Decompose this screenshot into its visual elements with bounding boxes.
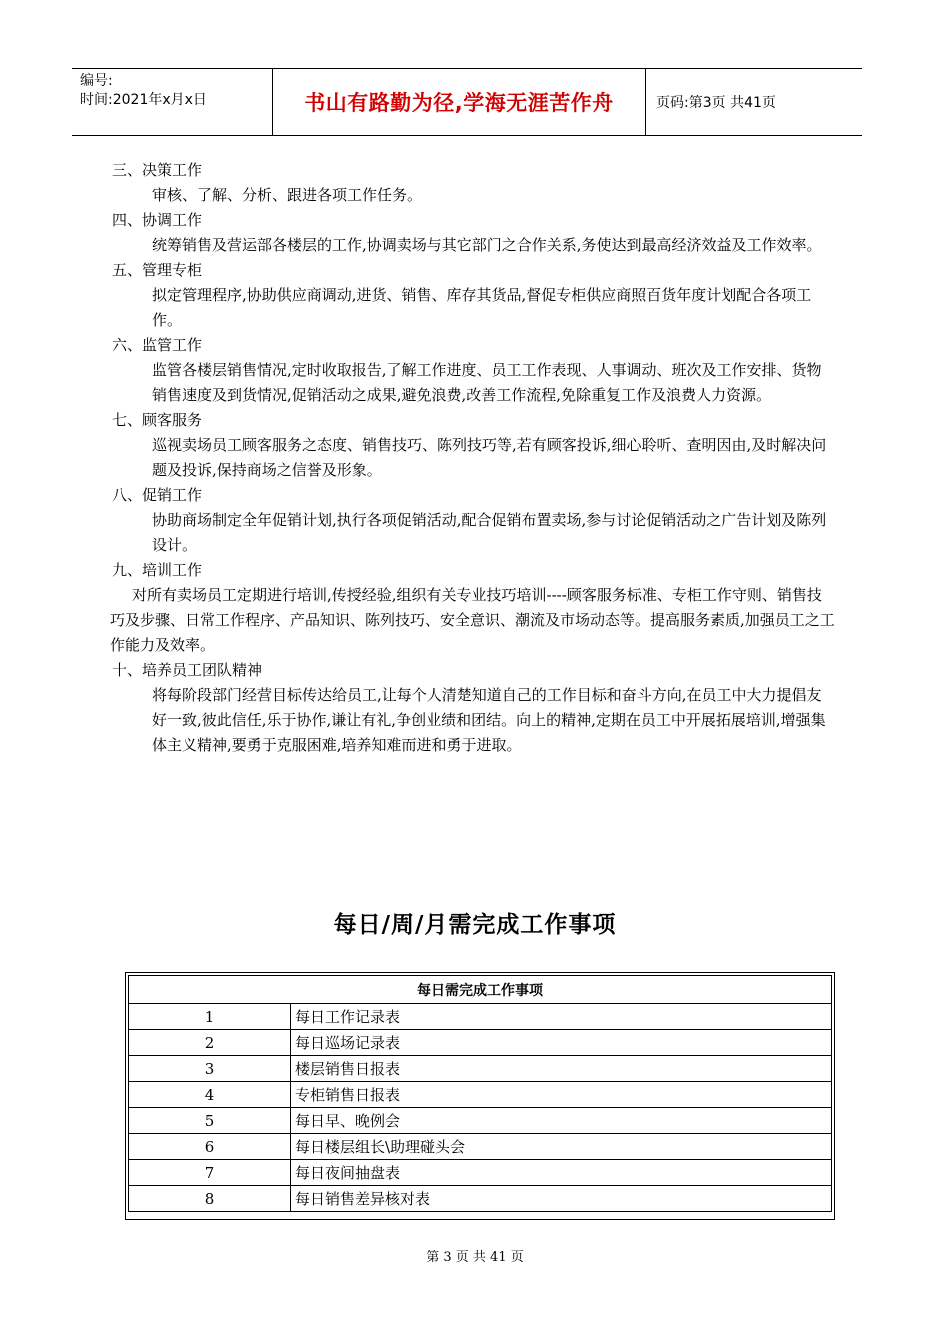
main-title: 每日/周/月需完成工作事项: [333, 912, 617, 938]
row-item: 每日楼层组长\助理碰头会: [291, 1134, 832, 1160]
table-row: [129, 1056, 832, 1082]
section-title: 七、顾客服务: [112, 411, 203, 429]
row-number: 2: [129, 1030, 291, 1056]
row-item: 楼层销售日报表: [291, 1056, 832, 1082]
date-label: 时间:2021年x月x日: [80, 92, 207, 108]
table-row: [129, 1186, 832, 1212]
document-body: [110, 158, 835, 758]
row-number: 7: [129, 1160, 291, 1186]
table-caption: 每日需完成工作事项: [129, 976, 832, 1004]
section-paragraph: 监管各楼层销售情况,定时收取报告,了解工作进度、员工工作表现、人事调动、班次及工作安排、货物销售速度及到货情况,促销活动之成果,避免浪费,改善工作流程,免除重复工作及浪费人力资源。: [152, 361, 822, 404]
table-row: [129, 1134, 832, 1160]
row-item: 每日工作记录表: [291, 1004, 832, 1030]
page-header: [72, 68, 862, 136]
row-item: 每日销售差异核对表: [291, 1186, 832, 1212]
header-meta: [72, 69, 273, 135]
row-number: 8: [129, 1186, 291, 1212]
table-row: [129, 1082, 832, 1108]
table-caption-row: [129, 976, 832, 1004]
section-title: 五、管理专柜: [112, 261, 203, 279]
section-title: 十、培养员工团队精神: [112, 661, 263, 679]
daily-tasks-table-frame: [125, 972, 835, 1220]
section-title: 九、培训工作: [112, 561, 203, 579]
table-row: [129, 1160, 832, 1186]
row-number: 6: [129, 1134, 291, 1160]
row-number: 3: [129, 1056, 291, 1082]
table-row: [129, 1030, 832, 1056]
daily-tasks-table: [128, 975, 832, 1212]
table-row: [129, 1108, 832, 1134]
section-paragraph: 将每阶段部门经营目标传达给员工,让每个人清楚知道自己的工作目标和奋斗方向,在员工中大力提倡友好一致,彼此信任,乐于协作,谦让有礼,争创业绩和团结。向上的精神,定期在员工中开展拓展培训,增强集体主义精神,要勇于克服困难,培养知难而进和勇于进取。: [152, 686, 826, 754]
row-item: 专柜销售日报表: [291, 1082, 832, 1108]
header-page-label: 页码:第3页 共41页: [656, 95, 776, 111]
row-number: 4: [129, 1082, 291, 1108]
row-item: 每日巡场记录表: [291, 1030, 832, 1056]
section-title: 六、监管工作: [112, 336, 203, 354]
row-number: 5: [129, 1108, 291, 1134]
header-motto: 书山有路勤为径,学海无涯苦作舟: [273, 69, 646, 135]
section-paragraph: 巡视卖场员工顾客服务之态度、销售技巧、陈列技巧等,若有顾客投诉,细心聆听、查明因由,及时解决问题及投诉,保持商场之信誉及形象。: [152, 436, 827, 479]
section-paragraph: 协助商场制定全年促销计划,执行各项促销活动,配合促销布置卖场,参与讨论促销活动之广告计划及陈列设计。: [152, 511, 827, 554]
section-paragraph: 统筹销售及营运部各楼层的工作,协调卖场与其它部门之合作关系,务使达到最高经济效益及工作效率。: [152, 236, 822, 254]
number-label: 编号:: [80, 73, 113, 89]
section-paragraph: 拟定管理程序,协助供应商调动,进货、销售、库存其货品,督促专柜供应商照百货年度计划配合各项工作。: [152, 286, 812, 329]
table-row: [129, 1004, 832, 1030]
section-paragraph: 审核、了解、分析、跟进各项工作任务。: [152, 186, 423, 204]
section-title: 八、促销工作: [112, 486, 203, 504]
page-footer: 第 3 页 共 41 页: [426, 1250, 524, 1265]
section-title: 四、协调工作: [112, 211, 203, 229]
section-title: 三、决策工作: [112, 161, 203, 179]
section-paragraph: 对所有卖场员工定期进行培训,传授经验,组织有关专业技巧培训----顾客服务标准、专柜工作守则、销售技巧及步骤、日常工作程序、产品知识、陈列技巧、安全意识、潮流及市场动态等。提高服务素质,加强员工之工作能力及效率。: [110, 586, 835, 654]
row-number: 1: [129, 1004, 291, 1030]
row-item: 每日早、晚例会: [291, 1108, 832, 1134]
row-item: 每日夜间抽盘表: [291, 1160, 832, 1186]
